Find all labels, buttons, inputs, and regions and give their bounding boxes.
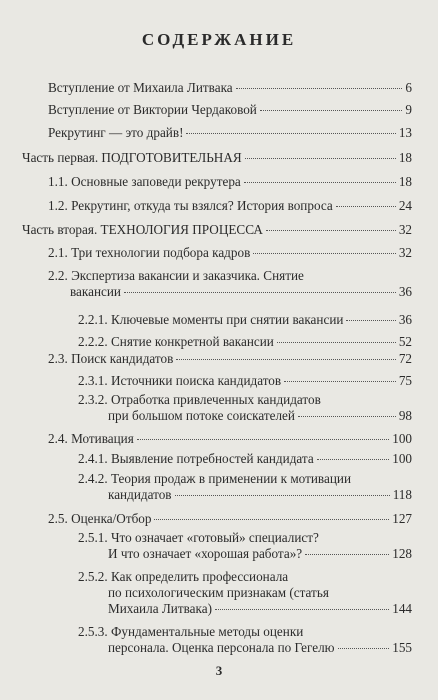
toc-leader-dots (244, 182, 396, 183)
toc-entry (78, 530, 412, 562)
toc-entry-title: 2.4.1. Выявление потребностей кандидата (78, 451, 314, 466)
toc-leader-dots (346, 320, 395, 321)
toc-entry (48, 245, 412, 261)
toc-page-number: 32 (398, 245, 412, 260)
toc-leader-dots (186, 133, 395, 134)
toc-entry-title: Часть первая. ПОДГОТОВИТЕЛЬНАЯ (22, 150, 242, 165)
toc-entry (78, 451, 412, 467)
toc-entry-title: 2.5. Оценка/Отбор (48, 511, 152, 526)
toc-entry-title: 2.5.2. Как определить профессионала (78, 569, 289, 584)
toc-page-number: 100 (392, 451, 412, 466)
toc-entry-title: персонала. Оценка персонала по Гегелю (108, 640, 335, 655)
toc-entry-line (78, 312, 412, 328)
toc-entry-line (78, 471, 412, 487)
toc-entry (48, 174, 412, 190)
toc-entry-title: 2.5.3. Фундаментальные методы оценки (78, 624, 304, 639)
toc-page-number: 9 (405, 102, 412, 117)
toc-entry (78, 312, 412, 328)
toc-page-number: 98 (398, 408, 412, 423)
toc-entry-line (48, 125, 412, 141)
toc-leader-dots (215, 609, 389, 610)
toc-entry (78, 373, 412, 389)
toc-leader-dots (305, 554, 389, 555)
toc-entry-title: 2.3.2. Отработка привлеченных кандидатов (78, 392, 321, 407)
toc-entry-title: при большом потоке соискателей (108, 408, 295, 423)
toc-entry (78, 471, 412, 503)
toc-entry-line (78, 601, 412, 617)
toc-entry-title: 2.1. Три технологии подбора кадров (48, 245, 251, 260)
toc-entry-line (22, 222, 412, 238)
toc-entry (78, 334, 412, 350)
toc-entry-title: Михаила Литвака) (108, 601, 212, 616)
toc-leader-dots (260, 110, 403, 111)
toc-entry-line (78, 624, 412, 640)
toc-page-number: 75 (398, 373, 412, 388)
toc-leader-dots (124, 292, 396, 293)
toc-page-number: 127 (392, 511, 412, 526)
toc-entry (48, 431, 412, 447)
toc-entry-line (48, 198, 412, 214)
toc-leader-dots (338, 648, 390, 649)
toc-entry-line (48, 268, 412, 284)
toc-leader-dots (176, 359, 395, 360)
toc-page-number: 52 (398, 334, 412, 349)
toc-leader-dots (277, 342, 396, 343)
toc-entry-line (78, 546, 412, 562)
toc-entry-title: Вступление от Михаила Литвака (48, 80, 233, 95)
toc-entry-line (48, 80, 412, 96)
toc-entry-line (48, 511, 412, 527)
toc-entry-line (78, 334, 412, 350)
toc-entry-line (78, 487, 412, 503)
toc-entry-title: 1.2. Рекрутинг, откуда ты взялся? История вопроса (48, 198, 333, 213)
toc-entry-line (78, 569, 412, 585)
toc-page-number: 24 (398, 198, 412, 213)
toc-page-number: 72 (398, 351, 412, 366)
toc-entry-line (78, 408, 412, 424)
toc-page-number: 144 (392, 601, 412, 616)
toc-leader-dots (137, 439, 389, 440)
toc-entry-title: 2.2. Экспертиза вакансии и заказчика. Снятие (48, 268, 304, 283)
toc-leader-dots (253, 253, 396, 254)
toc-page-number: 100 (392, 431, 412, 446)
toc-entry (48, 198, 412, 214)
toc-entry-line (78, 585, 412, 601)
toc-page-number: 13 (398, 125, 412, 140)
toc-entry (78, 569, 412, 617)
toc-entry-title: 2.5.1. Что означает «готовый» специалист? (78, 530, 319, 545)
toc-entry (22, 150, 412, 166)
toc-leader-dots (317, 459, 390, 460)
toc-entry-line (48, 284, 412, 300)
toc-entry (22, 222, 412, 238)
toc-entry (78, 392, 412, 424)
toc-entry-title: по психологическим признакам (статья (108, 585, 329, 600)
toc-entry-line (78, 530, 412, 546)
toc-entry-title: вакансии (70, 284, 121, 299)
toc-leader-dots (336, 206, 396, 207)
toc-entry-title: 2.2.2. Снятие конкретной вакансии (78, 334, 274, 349)
toc-entry (48, 102, 412, 118)
toc-entry-line (78, 451, 412, 467)
toc-entry-title: 2.2.1. Ключевые моменты при снятии вакансии (78, 312, 344, 327)
toc-entry-line (48, 102, 412, 118)
toc-page-number: 36 (398, 312, 412, 327)
toc-entry (48, 351, 412, 367)
toc-page-number: 118 (392, 487, 412, 502)
toc-entry-line (78, 392, 412, 408)
toc-leader-dots (236, 88, 403, 89)
toc-entry-line (48, 174, 412, 190)
toc-leader-dots (245, 158, 396, 159)
toc-entry-line (48, 431, 412, 447)
toc-entry-line (78, 640, 412, 656)
toc-entry (48, 125, 412, 141)
toc-leader-dots (154, 519, 389, 520)
toc-page-number: 128 (392, 546, 412, 561)
toc-entry-title: И что означает «хорошая работа»? (108, 546, 303, 561)
toc-page-number: 155 (392, 640, 412, 655)
toc-entry-title: Вступление от Виктории Чердаковой (48, 102, 257, 117)
toc-entry (48, 511, 412, 527)
toc-entry-line (22, 150, 412, 166)
page-number: 3 (215, 663, 223, 678)
toc-page-number: 18 (398, 174, 412, 189)
toc-page-number: 18 (398, 150, 412, 165)
toc-page-number: 6 (405, 80, 412, 95)
toc-leader-dots (298, 416, 396, 417)
toc-entry-title: 2.3.1. Источники поиска кандидатов (78, 373, 282, 388)
toc-page-number: 36 (398, 284, 412, 299)
toc-entry-title: 2.3. Поиск кандидатов (48, 351, 174, 366)
toc-leader-dots (284, 381, 396, 382)
toc-entry-title: 2.4.2. Теория продаж в применении к мотивации (78, 471, 351, 486)
toc-entry (78, 624, 412, 656)
toc-entry (48, 80, 412, 96)
toc-entry-line (78, 373, 412, 389)
toc-leader-dots (175, 495, 390, 496)
toc-entry-title: Рекрутинг — это драйв! (48, 125, 184, 140)
toc-entry-line (48, 351, 412, 367)
toc-entry (48, 268, 412, 300)
toc-entry-title: Часть вторая. ТЕХНОЛОГИЯ ПРОЦЕССА (22, 222, 263, 237)
toc-leader-dots (266, 230, 396, 231)
toc-page-number: 32 (398, 222, 412, 237)
toc-entry-title: 2.4. Мотивация (48, 431, 134, 446)
toc-entry-title: 1.1. Основные заповеди рекрутера (48, 174, 241, 189)
page-title: СОДЕРЖАНИЕ (141, 30, 297, 49)
toc-entry-line (48, 245, 412, 261)
toc-entry-title: кандидатов (108, 487, 172, 502)
